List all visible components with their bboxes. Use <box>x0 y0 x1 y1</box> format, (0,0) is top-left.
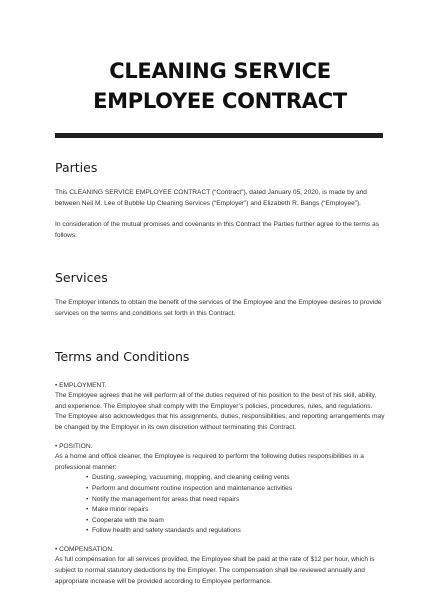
duties-list <box>55 473 385 537</box>
clause-employment-label: • EMPLOYMENT. <box>55 381 107 389</box>
duty-text: Follow health and safety standards and regulations <box>92 527 241 535</box>
list-item <box>86 526 385 537</box>
clause-employment <box>55 381 385 434</box>
bullet-icon: • <box>86 516 89 524</box>
list-item <box>86 473 385 484</box>
clause-compensation <box>55 545 385 587</box>
duty-text: Notify the management for areas that need repairs <box>92 495 240 503</box>
list-item <box>86 505 385 516</box>
bullet-icon: • <box>86 474 89 482</box>
services-paragraph: The Employer intends to obtain the benefit of the services of the Employee and the Employee desires to provide services on the terms and conditions set forth in this Contract. <box>55 299 382 317</box>
list-item <box>86 484 385 495</box>
section-heading-terms: Terms and Conditions <box>55 348 190 364</box>
parties-paragraph-2: In consideration of the mutual promises and covenants in this Contract the Parties further agree to the terms as follows: <box>55 221 379 239</box>
clause-compensation-text: As full compensation for all services provided, the Employee shall be paid at the rate of $12 per hour, which is subject to normal statutory deductions by the Employer. The compensation shall be reviewed annually and appropriate increase will be provided according to Employee performance. <box>55 556 375 585</box>
bullet-icon: • <box>86 506 89 514</box>
duty-text: Make minor repairs <box>92 506 149 514</box>
document-title <box>0 56 440 116</box>
bullet-icon: • <box>86 495 89 503</box>
section-terms <box>55 349 385 588</box>
clause-position-text: As a home and office cleaner, the Employee is required to perform the following duties responsibilities in a professional manner: <box>55 453 364 471</box>
clause-employment-text: The Employee agrees that he will perform all of the duties required of his position to the best of his skill, ability, and experience. The Employee shall comply with the Employer’s policies, procedures, rules, and regulations. The Employee also acknowledges that his assignments, duties, responsibilities, and reporting arrangements may be changed by the Employer in its own discretion without terminating this Contract. <box>55 392 385 431</box>
list-item <box>86 495 385 506</box>
section-parties <box>55 160 385 241</box>
clause-compensation-label: • COMPENSATION. <box>55 545 114 553</box>
section-heading-parties: Parties <box>55 160 98 175</box>
bullet-icon: • <box>86 484 89 492</box>
clause-position-label: • POSITION. <box>55 442 93 450</box>
spacer <box>55 331 385 349</box>
document-body <box>55 160 385 595</box>
duty-text: Dusting, sweeping, vacuuming, mopping, and cleaning ceiling vents <box>92 474 290 482</box>
clause-position <box>55 442 385 537</box>
title-divider <box>55 133 383 138</box>
spacer <box>55 252 385 270</box>
duty-text: Perform and document routine inspection and maintenance activities <box>92 484 293 492</box>
parties-paragraph-1: This CLEANING SERVICE EMPLOYEE CONTRACT (“Contract”), dated January 05, 2020, is made by and between Neil M. Lee of Bubble Up Cleaning Services (“Employer”) and Elizabeth R. Bangs (“Employee”). <box>55 189 367 207</box>
bullet-icon: • <box>86 527 89 535</box>
title-line-2: EMPLOYEE CONTRACT <box>93 89 347 113</box>
duty-text: Cooperate with the team <box>92 516 164 524</box>
section-services <box>55 270 385 319</box>
list-item <box>86 516 385 527</box>
title-line-1: CLEANING SERVICE <box>109 59 331 83</box>
section-heading-services: Services <box>55 270 108 286</box>
